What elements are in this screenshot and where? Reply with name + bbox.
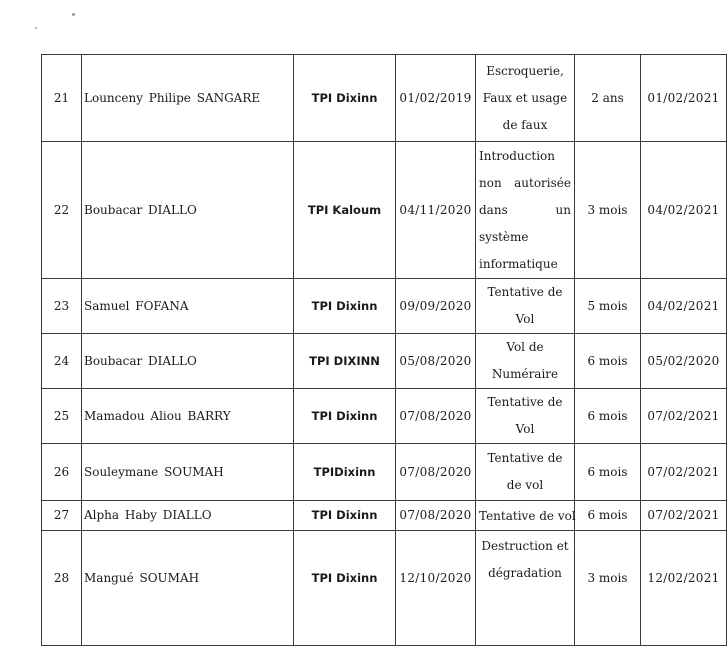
court-name: TPI Dixinn — [294, 501, 396, 531]
sentence-duration: 3 mois — [575, 142, 641, 279]
table-row — [42, 55, 727, 142]
court-name: TPI Kaloum — [294, 142, 396, 279]
release-date: 05/02/2020 — [641, 334, 727, 389]
table-row — [42, 444, 727, 501]
detention-date: 07/08/2020 — [396, 389, 476, 444]
row-number: 21 — [42, 55, 82, 142]
row-number: 22 — [42, 142, 82, 279]
release-date: 07/02/2021 — [641, 444, 727, 501]
offense: Vol de Numéraire — [476, 334, 575, 389]
offense: Tentative de de vol — [476, 444, 575, 501]
table-row — [42, 501, 727, 531]
release-date: 01/02/2021 — [641, 55, 727, 142]
detainee-name: Souleymane SOUMAH — [82, 444, 294, 501]
sentence-duration: 3 mois — [575, 531, 641, 646]
court-name: TPIDixinn — [294, 444, 396, 501]
offense: Destruction et dégradation — [476, 531, 575, 646]
detainee-name: Samuel FOFANA — [82, 279, 294, 334]
sentence-duration: 6 mois — [575, 389, 641, 444]
sentence-duration: 2 ans — [575, 55, 641, 142]
detainee-name: Alpha Haby DIALLO — [82, 501, 294, 531]
row-number: 24 — [42, 334, 82, 389]
detainee-name: Boubacar DIALLO — [82, 142, 294, 279]
detainee-name: Mangué SOUMAH — [82, 531, 294, 646]
sentence-duration: 5 mois — [575, 279, 641, 334]
row-number: 26 — [42, 444, 82, 501]
detainee-name: Lounceny Philipe SANGARE — [82, 55, 294, 142]
scan-speck — [72, 13, 75, 16]
row-number: 25 — [42, 389, 82, 444]
offense: Tentative de vol — [476, 501, 575, 531]
release-date: 07/02/2021 — [641, 501, 727, 531]
detention-date: 12/10/2020 — [396, 531, 476, 646]
court-name: TPI Dixinn — [294, 389, 396, 444]
table-row — [42, 334, 727, 389]
sentence-duration: 6 mois — [575, 501, 641, 531]
table-row — [42, 531, 727, 646]
detainee-name: Boubacar DIALLO — [82, 334, 294, 389]
table-row — [42, 389, 727, 444]
offense: Introduction non autorisée dans un système informatique — [476, 142, 575, 279]
table-row — [42, 279, 727, 334]
court-name: TPI DIXINN — [294, 334, 396, 389]
release-date: 04/02/2021 — [641, 279, 727, 334]
row-number: 23 — [42, 279, 82, 334]
scan-speck — [35, 27, 37, 29]
court-name: TPI Dixinn — [294, 55, 396, 142]
row-number: 27 — [42, 501, 82, 531]
court-name: TPI Dixinn — [294, 531, 396, 646]
table-row — [42, 142, 727, 279]
offense: Tentative de Vol — [476, 389, 575, 444]
row-number: 28 — [42, 531, 82, 646]
offense: Tentative de Vol — [476, 279, 575, 334]
detainee-release-table — [41, 54, 727, 646]
detention-date: 09/09/2020 — [396, 279, 476, 334]
detention-date: 04/11/2020 — [396, 142, 476, 279]
detainee-name: Mamadou Aliou BARRY — [82, 389, 294, 444]
detention-date: 07/08/2020 — [396, 444, 476, 501]
release-date: 04/02/2021 — [641, 142, 727, 279]
detention-date: 05/08/2020 — [396, 334, 476, 389]
sentence-duration: 6 mois — [575, 334, 641, 389]
court-name: TPI Dixinn — [294, 279, 396, 334]
detention-date: 07/08/2020 — [396, 501, 476, 531]
detention-date: 01/02/2019 — [396, 55, 476, 142]
release-date: 12/02/2021 — [641, 531, 727, 646]
sentence-duration: 6 mois — [575, 444, 641, 501]
release-date: 07/02/2021 — [641, 389, 727, 444]
offense: Escroquerie, Faux et usage de faux — [476, 55, 575, 142]
